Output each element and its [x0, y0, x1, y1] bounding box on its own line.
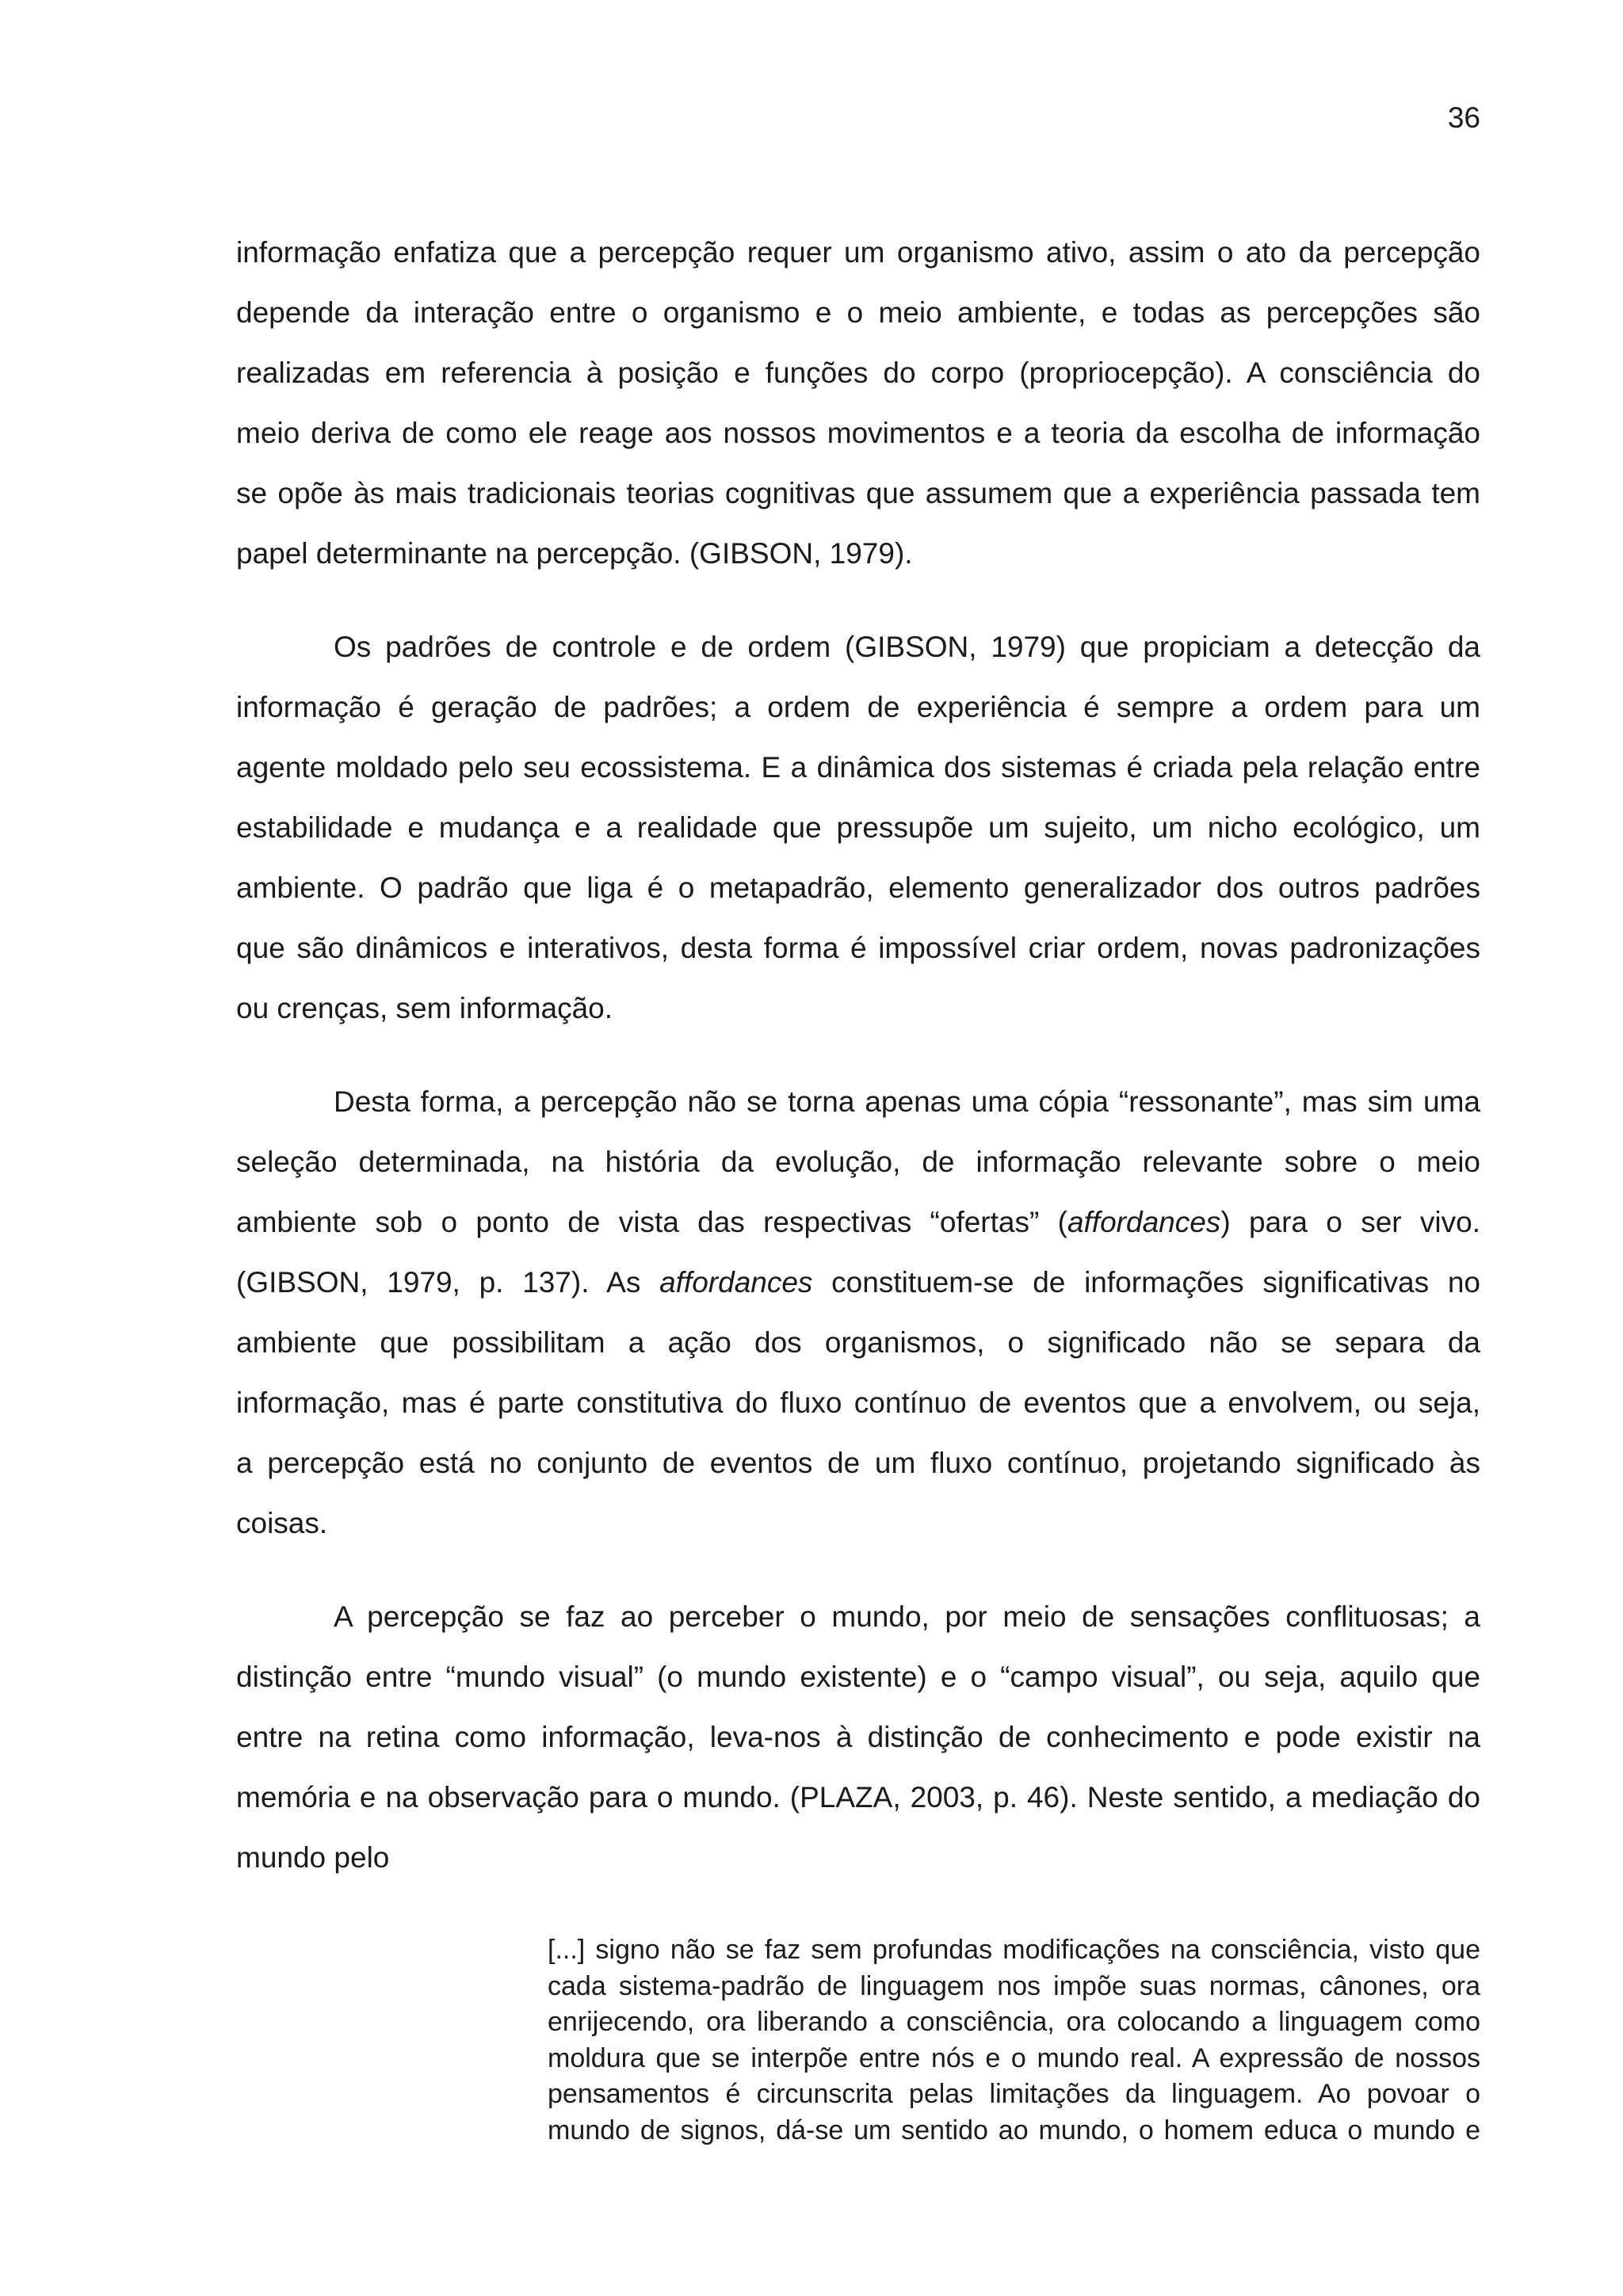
- text-line: se opõe às mais tradicionais teorias cognitivas que assumem que a experiência passada tem: [236, 477, 1480, 509]
- block-quote: [548, 1932, 1480, 2149]
- quote-line: mundo de signos, dá-se um sentido ao mundo, o homem educa o mundo e: [548, 2115, 1480, 2145]
- body-paragraph: [236, 223, 1480, 584]
- text-line: meio deriva de como ele reage aos nossos movimentos e a teoria da escolha de informação: [236, 417, 1480, 449]
- text-line: A percepção se faz ao perceber o mundo, por meio de sensações conflituosas; a: [334, 1600, 1480, 1633]
- text-line: ambiente que possibilitam a ação dos organismos, o significado não se separa da: [236, 1326, 1480, 1359]
- quote-line: enrijecendo, ora liberando a consciência, ora colocando a linguagem como: [548, 2007, 1480, 2037]
- text-line: informação, mas é parte constitutiva do fluxo contínuo de eventos que a envolvem, ou seja,: [236, 1386, 1480, 1419]
- text-line: seleção determinada, na história da evolução, de informação relevante sobre o meio: [236, 1146, 1480, 1178]
- text-line: agente moldado pelo seu ecossistema. E a dinâmica dos sistemas é criada pela relação entre: [236, 751, 1480, 784]
- text-line: que são dinâmicos e interativos, desta forma é impossível criar ordem, novas padronizações: [236, 932, 1480, 964]
- text-line: ou crenças, sem informação.: [236, 992, 613, 1024]
- text-line: Os padrões de controle e de ordem (GIBSON, 1979) que propiciam a detecção da: [334, 631, 1480, 663]
- text-segment: (GIBSON, 1979, p. 137). As: [236, 1266, 660, 1299]
- body-paragraph: [236, 1587, 1480, 1888]
- text-line: estabilidade e mudança e a realidade que pressupõe um sujeito, um nicho ecológico, um: [236, 811, 1480, 844]
- text-line: distinção entre “mundo visual” (o mundo existente) e o “campo visual”, ou seja, aquilo que: [236, 1661, 1480, 1693]
- italic-term: affordances: [1067, 1206, 1221, 1238]
- text-segment: ) para o ser vivo.: [1220, 1206, 1480, 1238]
- body-text: [236, 223, 1480, 1888]
- quote-line: pensamentos é circunscrita pelas limitações da linguagem. Ao povoar o: [548, 2079, 1480, 2109]
- text-line: mundo pelo: [236, 1841, 390, 1874]
- text-line: informação é geração de padrões; a ordem de experiência é sempre a ordem para um: [236, 691, 1480, 723]
- quote-line: [...] signo não se faz sem profundas modificações na consciência, visto que: [548, 1935, 1480, 1965]
- text-line: [236, 1253, 1480, 1313]
- quote-line: cada sistema-padrão de linguagem nos impõe suas normas, cânones, ora: [548, 1970, 1480, 2001]
- text-segment: constituem-se de informações significativas no: [812, 1266, 1480, 1299]
- text-line: papel determinante na percepção. (GIBSON, 1979).: [236, 537, 913, 570]
- quote-line: moldura que se interpõe entre nós e o mundo real. A expressão de nossos: [548, 2042, 1480, 2073]
- text-line: ambiente. O padrão que liga é o metapadrão, elemento generalizador dos outros padrões: [236, 871, 1480, 904]
- text-line: coisas.: [236, 1507, 328, 1539]
- text-line: a percepção está no conjunto de eventos de um fluxo contínuo, projetando significado às: [236, 1447, 1480, 1479]
- body-paragraph: [236, 1072, 1480, 1554]
- text-line: depende da interação entre o organismo e o meio ambiente, e todas as percepções são: [236, 296, 1480, 329]
- text-line: entre na retina como informação, leva-nos à distinção de conhecimento e pode existir na: [236, 1721, 1480, 1753]
- text-segment: ambiente sob o ponto de vista das respectivas “ofertas” (: [236, 1206, 1067, 1238]
- text-line: [236, 1192, 1480, 1253]
- text-line: Desta forma, a percepção não se torna apenas uma cópia “ressonante”, mas sim uma: [334, 1085, 1480, 1118]
- text-line: informação enfatiza que a percepção requer um organismo ativo, assim o ato da percepção: [236, 236, 1480, 269]
- page-number: 36: [1447, 101, 1480, 134]
- body-paragraph: [236, 617, 1480, 1039]
- italic-term: affordances: [659, 1266, 813, 1299]
- text-line: realizadas em referencia à posição e funções do corpo (propriocepção). A consciência do: [236, 357, 1480, 389]
- text-line: memória e na observação para o mundo. (PLAZA, 2003, p. 46). Neste sentido, a mediação do: [236, 1781, 1480, 1814]
